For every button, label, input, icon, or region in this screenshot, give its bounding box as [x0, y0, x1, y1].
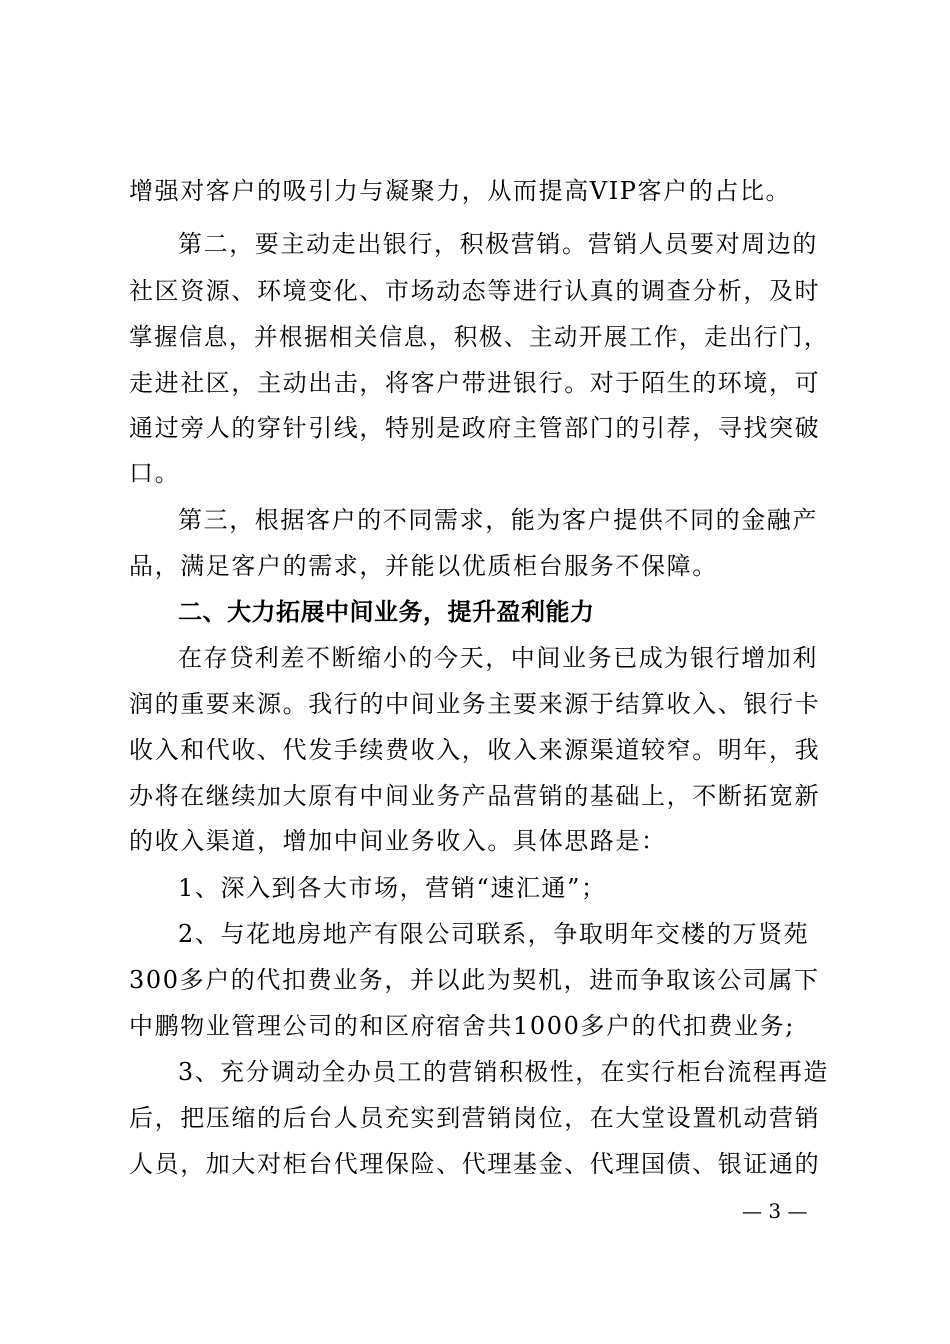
text-line-22: 人员，加大对柜台代理保险、代理基金、代理国债、银证通的	[129, 1150, 821, 1178]
text-line-21: 后，把压缩的后台人员充实到营销岗位，在大堂设置机动营销	[129, 1104, 821, 1132]
text-line-18: 300多户的代扣费业务，并以此为契机，进而争取该公司属下	[129, 966, 820, 994]
text-line-13: 收入和代收、代发手续费收入，收入来源渠道较窄。明年，我	[129, 736, 821, 764]
text-line-4: 掌握信息，并根据相关信息，积极、主动开展工作，走出行门，	[129, 323, 829, 351]
text-line-5: 走进社区，主动出击，将客户带进银行。对于陌生的环境，可	[129, 369, 821, 397]
page-number: — 3 —	[742, 1199, 808, 1223]
list-item-1: 1、深入到各大市场，营销“速汇通”；	[178, 874, 607, 902]
text-line-7: 口。	[129, 459, 181, 487]
text-line-12: 润的重要来源。我行的中间业务主要来源于结算收入、银行卡	[129, 690, 821, 718]
section-heading: 二、大力拓展中间业务，提升盈利能力	[178, 598, 595, 626]
text-line-6: 通过旁人的穿针引线，特别是政府主管部门的引荐，寻找突破	[129, 414, 821, 442]
list-item-2: 2、与花地房地产有限公司联系，争取明年交楼的万贤苑	[178, 920, 810, 948]
text-line-3: 社区资源、环境变化、市场动态等进行认真的调查分析，及时	[129, 277, 821, 305]
text-line-9: 品，满足客户的需求，并能以优质柜台服务不保障。	[129, 552, 718, 580]
text-line-19: 中鹏物业管理公司的和区府宿舍共1000多户的代扣费业务;	[129, 1012, 795, 1040]
text-line-1: 增强对客户的吸引力与凝聚力，从而提高VIP客户的占比。	[129, 177, 792, 205]
text-line-15: 的收入渠道，增加中间业务收入。具体思路是：	[129, 827, 667, 855]
list-item-3: 3、充分调动全办员工的营销积极性，在实行柜台流程再造	[178, 1058, 829, 1086]
text-line-2: 第二，要主动走出银行，积极营销。营销人员要对周边的	[178, 230, 818, 258]
text-line-8: 第三，根据客户的不同需求，能为客户提供不同的金融产	[178, 506, 818, 534]
text-line-11: 在存贷利差不断缩小的今天，中间业务已成为银行增加利	[178, 644, 818, 672]
text-line-14: 办将在继续加大原有中间业务产品营销的基础上，不断拓宽新	[129, 782, 821, 810]
